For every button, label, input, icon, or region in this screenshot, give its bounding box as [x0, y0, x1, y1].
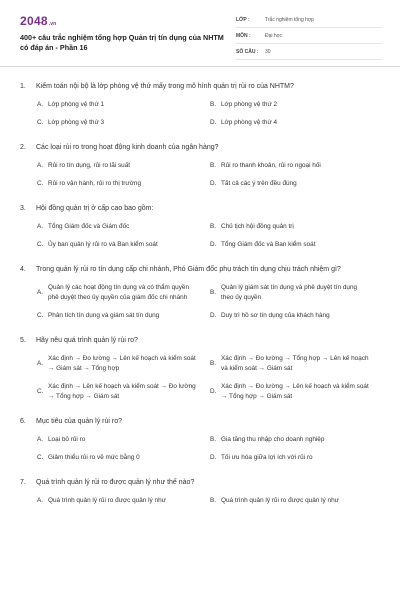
option-text: Quá trình quản lý rủi ro được quản lý như	[221, 497, 339, 504]
question-text: Mục tiêu của quản lý rủi ro?	[36, 418, 122, 425]
option-letter: A.	[37, 436, 44, 443]
option-text: Rủi ro thanh khoản, rủi ro ngoại hối	[221, 162, 321, 169]
meta-row-class	[236, 12, 382, 28]
question-2	[20, 142, 382, 189]
option-letter: D.	[210, 312, 217, 319]
question-number: 7.	[20, 479, 26, 486]
meta-label: SỐ CÂU :	[236, 48, 259, 55]
option-text: Quản lý các hoạt động tín dụng và có thẩm quyền phê duyệt theo ủy quyền của giám đốc chi nhánh	[48, 284, 190, 301]
option-b[interactable]	[210, 354, 383, 374]
question-number: 2.	[20, 144, 26, 151]
option-letter: C.	[37, 312, 44, 319]
question-7	[20, 477, 382, 506]
option-letter: D.	[210, 454, 217, 461]
option-letter: C.	[37, 180, 44, 187]
option-text: Giảm thiểu rủi ro về mức bằng 0	[48, 454, 140, 461]
option-a[interactable]	[37, 354, 210, 374]
option-letter: B.	[210, 101, 217, 108]
meta-label: LỚP :	[236, 16, 250, 23]
question-text: Kiểm toán nội bộ là lớp phòng vệ thứ mấy trong mô hình quản trị rủi ro của NHTM?	[36, 83, 294, 90]
option-letter: B.	[210, 436, 217, 443]
option-letter: A.	[37, 162, 44, 169]
question-number: 3.	[20, 205, 26, 212]
question-4	[20, 264, 382, 321]
option-a[interactable]	[37, 283, 210, 303]
option-letter: B.	[210, 360, 217, 367]
meta-value: Đại học	[265, 32, 282, 39]
question-text: Trong quản lý rủi ro tín dụng cấp chi nhánh, Phó Giám đốc phụ trách tín dụng chịu trách nhiệm gì?	[36, 266, 341, 273]
option-c[interactable]	[37, 382, 210, 402]
option-a[interactable]	[37, 161, 210, 171]
option-text: Xác định → Lên kế hoạch và kiểm soát → Đo lường → Tổng hợp → Giám sát	[48, 383, 196, 400]
option-text: Lớp phòng vệ thứ 4	[221, 119, 278, 126]
option-text: Chủ tịch hội đồng quản trị	[221, 223, 294, 230]
meta-value: Trắc nghiệm tổng hợp	[265, 16, 314, 23]
question-text: Hội đồng quản trị ở cấp cao bao gồm:	[36, 205, 154, 212]
option-letter: B.	[210, 223, 217, 230]
option-text: Xác định → Đo lường → Lên kế hoạch và kiểm soát → Giám sát → Tổng hợp	[48, 355, 196, 372]
option-text: Duy trì hồ sơ tín dụng của khách hàng	[221, 312, 330, 319]
option-text: Rủi ro vận hành, rủi ro thị trường	[48, 180, 142, 187]
option-letter: C.	[37, 119, 44, 126]
option-c[interactable]	[37, 311, 210, 321]
option-letter: D.	[210, 388, 217, 395]
question-number: 5.	[20, 337, 26, 344]
option-letter: B.	[210, 289, 217, 296]
question-number: 6.	[20, 418, 26, 425]
option-letter: A.	[37, 101, 44, 108]
option-c[interactable]	[37, 118, 210, 128]
question-text: Hãy nêu quá trình quản lý rủi ro?	[36, 337, 138, 344]
option-a[interactable]	[37, 496, 210, 506]
meta-label: MÔN :	[236, 32, 251, 39]
question-stem	[20, 264, 382, 275]
option-text: Quá trình quản lý rủi ro được quản lý như	[48, 497, 166, 504]
meta-row-subject	[236, 28, 382, 44]
option-d[interactable]	[210, 311, 383, 321]
option-letter: C.	[37, 388, 44, 395]
option-letter: D.	[210, 180, 217, 187]
answer-options	[20, 435, 382, 463]
answer-options	[20, 100, 382, 128]
option-text: Tối ưu hóa giữa lợi ích với rủi ro	[221, 454, 313, 461]
option-text: Lớp phòng vệ thứ 2	[221, 101, 278, 108]
option-letter: A.	[37, 289, 44, 296]
question-stem	[20, 81, 382, 92]
option-a[interactable]	[37, 100, 210, 110]
option-d[interactable]	[210, 240, 383, 250]
option-text: Tất cả các ý trên đều đúng	[221, 180, 297, 187]
logo-domain-text: .vn	[48, 21, 57, 27]
document-title: 400+ câu trắc nghiệm tổng hợp Quản trị tín dụng của NHTM có đáp án - Phần 16	[20, 33, 224, 52]
question-number: 1.	[20, 83, 26, 90]
answer-options	[20, 222, 382, 250]
option-text: Lớp phòng vệ thứ 1	[48, 101, 105, 108]
header-divider	[0, 66, 400, 67]
option-b[interactable]	[210, 161, 383, 171]
option-text: Loại bỏ rủi ro	[48, 436, 86, 443]
answer-options	[20, 496, 382, 506]
option-letter: B.	[210, 162, 217, 169]
option-c[interactable]	[37, 453, 210, 463]
option-letter: C.	[37, 454, 44, 461]
option-b[interactable]	[210, 496, 383, 506]
answer-options	[20, 283, 382, 321]
option-b[interactable]	[210, 435, 383, 445]
question-6	[20, 416, 382, 463]
option-text: Phân tích tín dụng và giám sát tín dụng	[48, 312, 160, 319]
question-5	[20, 335, 382, 402]
option-letter: A.	[37, 223, 44, 230]
option-text: Tổng Giám đốc và Ban kiểm soát	[221, 241, 316, 248]
option-d[interactable]	[210, 118, 383, 128]
option-c[interactable]	[37, 240, 210, 250]
question-1	[20, 81, 382, 128]
option-letter: A.	[37, 360, 44, 367]
option-text: Xác định → Đo lường → Tổng hợp → Lên kế hoạch và kiểm soát → Giám sát	[221, 355, 369, 372]
option-b[interactable]	[210, 100, 383, 110]
question-stem	[20, 335, 382, 346]
option-letter: D.	[210, 119, 217, 126]
question-stem	[20, 477, 382, 488]
logo-main-text: 2048	[20, 14, 48, 28]
option-letter: C.	[37, 241, 44, 248]
option-text: Rủi ro tín dụng, rủi ro lãi suất	[48, 162, 131, 169]
question-stem	[20, 416, 382, 427]
answer-options	[20, 161, 382, 189]
option-d[interactable]	[210, 453, 383, 463]
option-d[interactable]	[210, 179, 383, 189]
meta-row-count	[236, 44, 382, 60]
question-text: Các loại rủi ro trong hoạt động kinh doanh của ngân hàng?	[36, 144, 219, 151]
question-3	[20, 203, 382, 250]
option-text: Ủy ban quản lý rủi ro và Ban kiểm soát	[48, 241, 158, 248]
question-stem	[20, 203, 382, 214]
question-stem	[20, 142, 382, 153]
meta-value: 30	[265, 48, 271, 55]
page-header	[20, 0, 382, 62]
question-number: 4.	[20, 266, 26, 273]
option-letter: D.	[210, 241, 217, 248]
option-text: Tổng Giám đốc và Giám đốc	[48, 223, 130, 230]
header-left	[20, 14, 230, 62]
option-text: Xác định → Đo lường → Lên kế hoạch và kiểm soát → Tổng hợp → Giám sát	[221, 383, 369, 400]
document-meta	[236, 12, 382, 62]
option-a[interactable]	[37, 222, 210, 232]
option-b[interactable]	[210, 222, 383, 232]
option-d[interactable]	[210, 382, 383, 402]
option-a[interactable]	[37, 435, 210, 445]
site-logo[interactable]	[20, 14, 230, 32]
option-c[interactable]	[37, 179, 210, 189]
question-text: Quá trình quản lý rủi ro được quản lý như thế nào?	[36, 479, 195, 486]
answer-options	[20, 354, 382, 402]
option-b[interactable]	[210, 283, 383, 303]
option-text: Gia tăng thu nhập cho doanh nghiệp	[221, 436, 325, 443]
option-text: Quản lý giám sát tín dụng và phê duyệt tín dụng theo ủy quyền	[221, 284, 358, 301]
option-letter: A.	[37, 497, 44, 504]
option-letter: B.	[210, 497, 217, 504]
option-text: Lớp phòng vệ thứ 3	[48, 119, 105, 126]
